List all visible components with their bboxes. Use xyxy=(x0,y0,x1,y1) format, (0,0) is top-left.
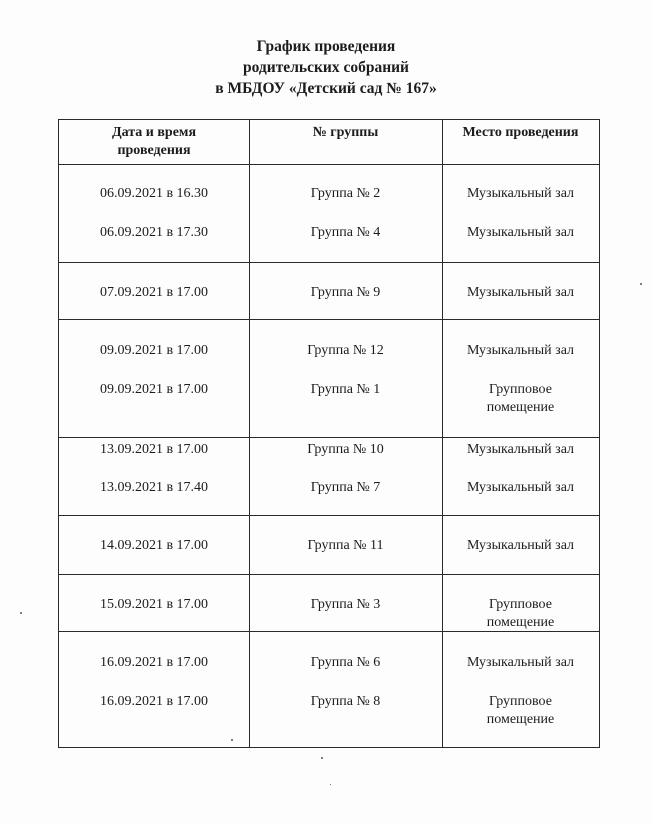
cell-group: Группа № 4 xyxy=(310,225,381,240)
cell-place: Групповое помещение xyxy=(486,694,555,727)
schedule-table xyxy=(58,119,600,748)
title-line-2: родительских собраний xyxy=(243,59,409,76)
title-line-3: в МБДОУ «Детский сад № 167» xyxy=(215,80,437,97)
cell-datetime: 07.09.2021 в 17.00 xyxy=(99,285,209,300)
cell-place: Групповое помещение xyxy=(486,597,555,630)
table-row-group xyxy=(59,438,599,516)
cell-place: Музыкальный зал xyxy=(466,655,575,670)
table-header-row xyxy=(59,120,599,165)
table-row-group xyxy=(59,165,599,263)
cell-group: Группа № 6 xyxy=(310,655,381,670)
cell-datetime: 15.09.2021 в 17.00 xyxy=(99,597,209,612)
cell-group: Группа № 10 xyxy=(307,442,384,457)
table-row-group xyxy=(59,632,599,747)
cell-place: Музыкальный зал xyxy=(466,480,575,495)
cell-place: Групповое помещение xyxy=(486,382,555,415)
cell-datetime: 14.09.2021 в 17.00 xyxy=(99,538,209,553)
table-row-group xyxy=(59,575,599,632)
cell-datetime: 13.09.2021 в 17.00 xyxy=(99,442,209,457)
cell-group: Группа № 7 xyxy=(310,480,381,495)
cell-place: Музыкальный зал xyxy=(466,225,575,240)
cell-place: Музыкальный зал xyxy=(466,442,575,457)
header-place: Место проведения xyxy=(462,125,579,140)
cell-place: Музыкальный зал xyxy=(466,186,575,201)
cell-place: Музыкальный зал xyxy=(466,285,575,300)
header-datetime: Дата и время проведения xyxy=(111,125,197,158)
cell-group: Группа № 1 xyxy=(310,382,381,397)
cell-datetime: 13.09.2021 в 17.40 xyxy=(99,480,209,495)
cell-datetime: 06.09.2021 в 16.30 xyxy=(99,186,209,201)
header-group: № группы xyxy=(312,125,379,140)
cell-group: Группа № 9 xyxy=(310,285,381,300)
cell-datetime: 06.09.2021 в 17.30 xyxy=(99,225,209,240)
cell-group: Группа № 11 xyxy=(307,538,384,553)
cell-datetime: 09.09.2021 в 17.00 xyxy=(99,343,209,358)
table-row-group xyxy=(59,516,599,575)
table-row-group xyxy=(59,263,599,320)
cell-datetime: 09.09.2021 в 17.00 xyxy=(99,382,209,397)
cell-datetime: 16.09.2021 в 17.00 xyxy=(99,655,209,670)
table-row-group xyxy=(59,320,599,438)
cell-datetime: 16.09.2021 в 17.00 xyxy=(99,694,209,709)
cell-group: Группа № 8 xyxy=(310,694,381,709)
cell-group: Группа № 2 xyxy=(310,186,381,201)
cell-group: Группа № 3 xyxy=(310,597,381,612)
title-line-1: График проведения xyxy=(256,38,396,55)
cell-place: Музыкальный зал xyxy=(466,343,575,358)
document-title xyxy=(0,36,652,99)
cell-group: Группа № 12 xyxy=(307,343,384,358)
cell-place: Музыкальный зал xyxy=(466,538,575,553)
